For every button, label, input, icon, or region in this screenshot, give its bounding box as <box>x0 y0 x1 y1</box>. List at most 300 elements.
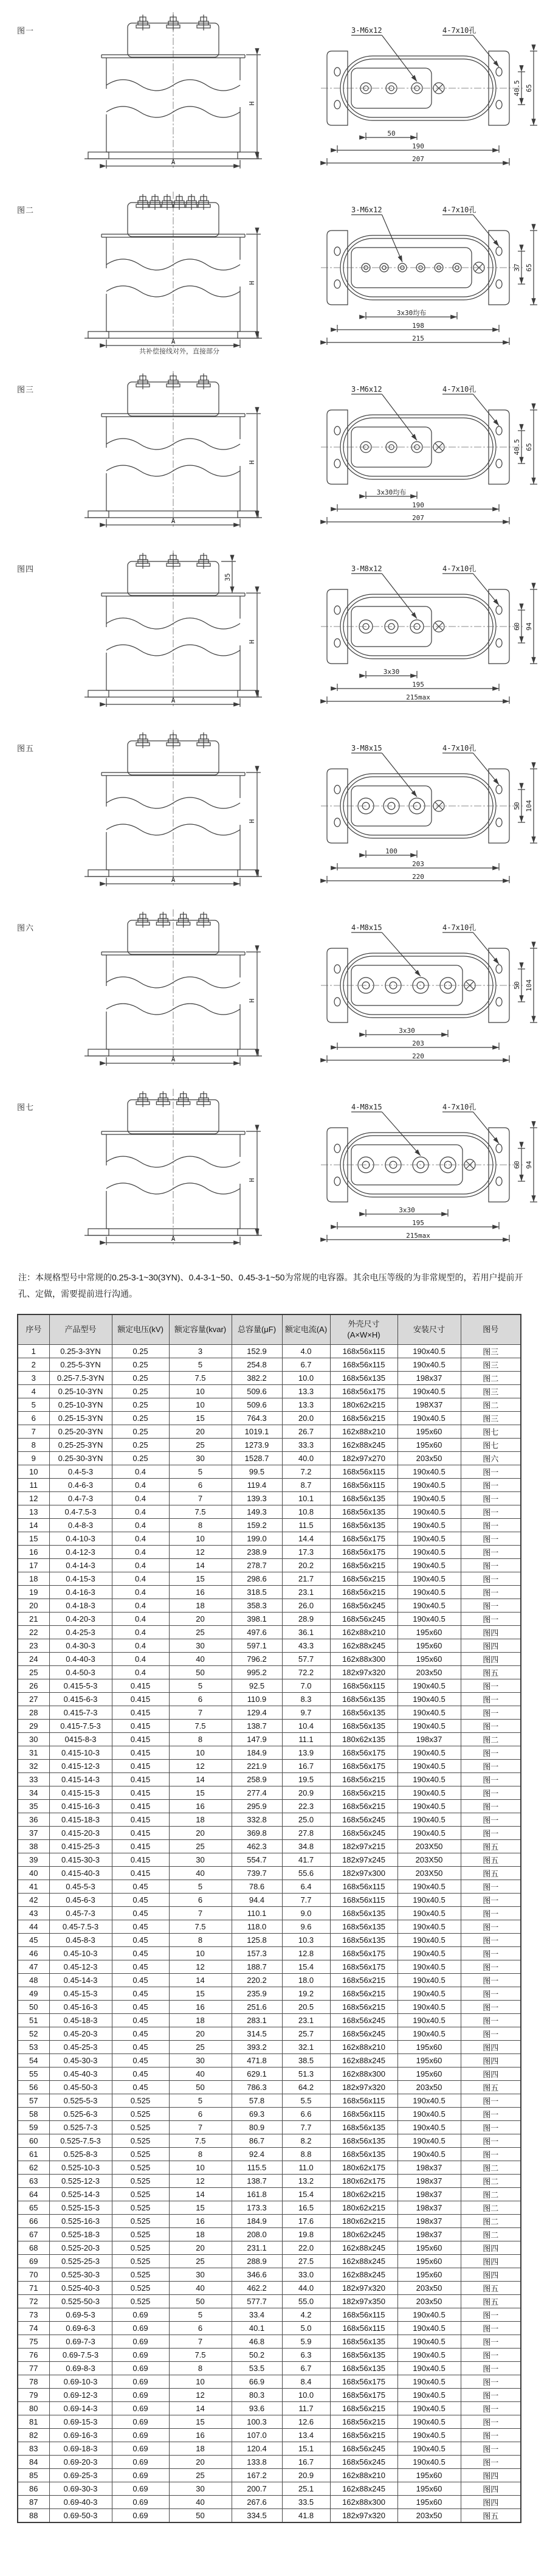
cell-voltage: 0.45 <box>112 2000 169 2013</box>
svg-text:203: 203 <box>412 860 424 868</box>
cell-model: 0.415-18-3 <box>49 1813 112 1826</box>
cell-capacitance: 629.1 <box>232 2067 282 2080</box>
cell-index: 36 <box>18 1813 49 1826</box>
cell-voltage: 0.525 <box>112 2094 169 2107</box>
cell-current: 17.3 <box>282 1545 330 1558</box>
cell-current: 20.9 <box>282 2468 330 2482</box>
cell-install-size: 198X37 <box>397 1398 461 1411</box>
cell-install-size: 195x60 <box>397 2067 461 2080</box>
cell-capacity: 16 <box>169 2214 232 2227</box>
table-row <box>18 2508 521 2522</box>
cell-figure-ref: 图四 <box>461 2268 521 2281</box>
table-row <box>18 2495 521 2508</box>
svg-text:190: 190 <box>412 142 424 150</box>
cell-figure-ref: 图七 <box>461 1438 521 1451</box>
cell-model: 0.45-18-3 <box>49 2013 112 2027</box>
cell-shell-size: 180x62x215 <box>330 2214 397 2227</box>
table-row <box>18 2294 521 2308</box>
cell-capacitance: 221.9 <box>232 1759 282 1772</box>
cell-install-size: 190x40.5 <box>397 2375 461 2388</box>
cell-shell-size: 162x88x245 <box>330 1639 397 1652</box>
cell-current: 8.2 <box>282 2134 330 2147</box>
dim-overall-width <box>327 335 509 345</box>
cell-current: 36.1 <box>282 1625 330 1639</box>
figure-caption: 共补偿接线对外，直接部分 <box>139 348 219 355</box>
cell-current: 12.6 <box>282 2415 330 2428</box>
cell-current: 6.7 <box>282 1358 330 1371</box>
table-row <box>18 1960 521 1973</box>
cell-capacity: 10 <box>169 1398 232 1411</box>
table-row <box>18 1893 521 1906</box>
cell-capacity: 5 <box>169 1358 232 1371</box>
cell-shell-size: 162x88x210 <box>330 2040 397 2054</box>
cell-install-size: 203X50 <box>397 1853 461 1866</box>
cell-current: 6.6 <box>282 2107 330 2120</box>
cell-current: 17.6 <box>282 2214 330 2227</box>
cell-voltage: 0.525 <box>112 2241 169 2254</box>
cell-install-size: 190x40.5 <box>397 1906 461 1920</box>
table-row <box>18 1438 521 1451</box>
dim-body-width: A <box>171 517 176 525</box>
mounting-hole <box>334 606 340 614</box>
terminal-stud <box>173 194 186 210</box>
cell-capacity: 10 <box>169 2375 232 2388</box>
cell-capacitance: 200.7 <box>232 2482 282 2495</box>
cell-shell-size: 168x56x245 <box>330 2027 397 2040</box>
cell-capacity: 18 <box>169 2227 232 2241</box>
cell-index: 73 <box>18 2308 49 2321</box>
cell-figure-ref: 图七 <box>461 1425 521 1438</box>
table-row <box>18 1732 521 1746</box>
cell-capacitance: 118.0 <box>232 1920 282 1933</box>
cell-voltage: 0.45 <box>112 1960 169 1973</box>
cell-index: 41 <box>18 1880 49 1893</box>
cell-voltage: 0.4 <box>112 1585 169 1599</box>
cell-install-size: 190x40.5 <box>397 1933 461 1946</box>
cell-capacity: 40 <box>169 1652 232 1665</box>
cell-capacitance: 267.6 <box>232 2495 282 2508</box>
cell-model: 0.69-30-3 <box>49 2482 112 2495</box>
cell-index: 46 <box>18 1946 49 1960</box>
table-row <box>18 1799 521 1813</box>
cell-index: 51 <box>18 2013 49 2027</box>
cell-index: 43 <box>18 1906 49 1920</box>
cell-index: 20 <box>18 1599 49 1612</box>
table-row <box>18 2161 521 2174</box>
dim-overall-width <box>327 514 509 524</box>
terminal-stud <box>197 373 210 389</box>
cell-index: 45 <box>18 1933 49 1946</box>
cell-model: 0.45-30-3 <box>49 2054 112 2067</box>
cell-shell-size: 168x56x215 <box>330 1558 397 1572</box>
cell-model: 0.4-30-3 <box>49 1639 112 1652</box>
cell-index: 38 <box>18 1839 49 1853</box>
cell-current: 64.2 <box>282 2080 330 2094</box>
cell-capacity: 7 <box>169 2335 232 2348</box>
cell-capacitance: 358.3 <box>232 1599 282 1612</box>
cell-voltage: 0.415 <box>112 1746 169 1759</box>
cell-capacitance: 167.2 <box>232 2468 282 2482</box>
cell-capacitance: 1273.9 <box>232 1438 282 1451</box>
cell-current: 7.7 <box>282 1893 330 1906</box>
table-row <box>18 2308 521 2321</box>
cell-model: 0.69-18-3 <box>49 2442 112 2455</box>
dim-terminal-pitch <box>366 1027 448 1037</box>
cell-figure-ref: 图一 <box>461 2094 521 2107</box>
cell-install-size: 190x40.5 <box>397 1920 461 1933</box>
cell-figure-ref: 图一 <box>461 2442 521 2455</box>
cell-install-size: 198x37 <box>397 2187 461 2201</box>
cell-capacitance: 462.3 <box>232 1839 282 1853</box>
cell-figure-ref: 图三 <box>461 1358 521 1371</box>
cell-index: 19 <box>18 1585 49 1599</box>
cell-current: 38.5 <box>282 2054 330 2067</box>
col-header-4: 额定容量(kvar) <box>169 1314 232 1345</box>
cell-capacitance: 92.4 <box>232 2147 282 2161</box>
cell-voltage: 0.45 <box>112 1987 169 2000</box>
cell-index: 77 <box>18 2361 49 2375</box>
cell-index: 79 <box>18 2388 49 2401</box>
cell-capacity: 5 <box>169 1679 232 1692</box>
cell-capacity: 40 <box>169 2281 232 2294</box>
cell-shell-size: 168x56x215 <box>330 1772 397 1786</box>
cell-capacity: 16 <box>169 1799 232 1813</box>
cell-index: 35 <box>18 1799 49 1813</box>
cell-model: 0.415-30-3 <box>49 1853 112 1866</box>
mounting-hole <box>496 998 502 1006</box>
cell-current: 10.0 <box>282 1371 330 1384</box>
mounting-hole <box>496 100 502 109</box>
cell-figure-ref: 图一 <box>461 1946 521 1960</box>
cell-install-size: 190x40.5 <box>397 1772 461 1786</box>
side-view-drawing <box>64 904 295 1070</box>
cell-shell-size: 182x97x320 <box>330 2080 397 2094</box>
cell-capacitance: 739.7 <box>232 1866 282 1880</box>
cell-current: 20.5 <box>282 2000 330 2013</box>
cell-shell-size: 180x62x245 <box>330 2227 397 2241</box>
cell-voltage: 0.415 <box>112 1719 169 1732</box>
cell-capacity: 7.5 <box>169 2348 232 2361</box>
cell-install-size: 190x40.5 <box>397 2147 461 2161</box>
cell-voltage: 0.525 <box>112 2107 169 2120</box>
cell-figure-ref: 图五 <box>461 2080 521 2094</box>
dim-terminal-pitch <box>366 488 417 499</box>
terminal-stud <box>136 373 150 389</box>
cell-figure-ref: 图三 <box>461 1384 521 1398</box>
cell-capacitance: 159.2 <box>232 1518 282 1532</box>
dim-overall-width <box>327 155 509 165</box>
cell-figure-ref: 图五 <box>461 2508 521 2522</box>
table-row <box>18 2107 521 2120</box>
mounting-foot <box>238 870 258 877</box>
cell-capacity: 6 <box>169 1893 232 1906</box>
cell-capacitance: 86.7 <box>232 2134 282 2147</box>
cell-current: 26.7 <box>282 1425 330 1438</box>
svg-text:50: 50 <box>387 130 396 137</box>
cell-voltage: 0.4 <box>112 1478 169 1491</box>
table-row <box>18 1639 521 1652</box>
table-row <box>18 1465 521 1478</box>
cell-install-size: 190x40.5 <box>397 2335 461 2348</box>
cell-capacity: 8 <box>169 1518 232 1532</box>
cell-figure-ref: 图四 <box>461 2054 521 2067</box>
table-row <box>18 1384 521 1398</box>
cell-install-size: 190x40.5 <box>397 1893 461 1906</box>
cell-model: 0.4-8-3 <box>49 1518 112 1532</box>
cell-shell-size: 168x56x135 <box>330 2348 397 2361</box>
cell-capacity: 20 <box>169 2241 232 2254</box>
cell-capacity: 5 <box>169 1465 232 1478</box>
cell-model: 0.4-7-3 <box>49 1491 112 1505</box>
cell-current: 14.4 <box>282 1532 330 1545</box>
cell-capacitance: 278.7 <box>232 1558 282 1572</box>
cell-figure-ref: 图一 <box>461 1933 521 1946</box>
cell-current: 10.8 <box>282 1505 330 1518</box>
cell-shell-size: 162x88x300 <box>330 2495 397 2508</box>
cell-capacitance: 231.1 <box>232 2241 282 2254</box>
cell-install-size: 195x60 <box>397 2241 461 2254</box>
cell-shell-size: 168x56x245 <box>330 2455 397 2468</box>
cell-figure-ref: 图一 <box>461 1706 521 1719</box>
cell-index: 85 <box>18 2468 49 2482</box>
cell-capacitance: 53.5 <box>232 2361 282 2375</box>
svg-text:195: 195 <box>412 681 424 689</box>
cell-index: 62 <box>18 2161 49 2174</box>
table-row <box>18 1813 521 1826</box>
cell-voltage: 0.69 <box>112 2455 169 2468</box>
cell-figure-ref: 图一 <box>461 1880 521 1893</box>
table-row <box>18 2468 521 2482</box>
cell-voltage: 0.25 <box>112 1398 169 1411</box>
cell-capacitance: 314.5 <box>232 2027 282 2040</box>
cell-model: 0.415-10-3 <box>49 1746 112 1759</box>
cell-shell-size: 168x56x135 <box>330 2120 397 2134</box>
cell-model: 0.45-7.5-3 <box>49 1920 112 1933</box>
table-row <box>18 2013 521 2027</box>
mounting-hole <box>334 247 340 255</box>
cell-install-size: 190x40.5 <box>397 1786 461 1799</box>
cell-figure-ref: 图二 <box>461 2161 521 2174</box>
cell-install-size: 190x40.5 <box>397 2027 461 2040</box>
cell-capacity: 15 <box>169 1572 232 1585</box>
cell-figure-ref: 图一 <box>461 1759 521 1772</box>
cell-capacitance: 147.9 <box>232 1732 282 1746</box>
cell-install-size: 195x60 <box>397 1639 461 1652</box>
cell-install-size: 190x40.5 <box>397 2321 461 2335</box>
cell-index: 30 <box>18 1732 49 1746</box>
cell-voltage: 0.525 <box>112 2227 169 2241</box>
cell-install-size: 195x60 <box>397 2495 461 2508</box>
cell-current: 10.0 <box>282 2388 330 2401</box>
cell-model: 0.415-7.5-3 <box>49 1719 112 1732</box>
cell-figure-ref: 图四 <box>461 2241 521 2254</box>
cell-index: 81 <box>18 2415 49 2428</box>
cell-model: 0415-8-3 <box>49 1732 112 1746</box>
cell-voltage: 0.4 <box>112 1639 169 1652</box>
cell-index: 50 <box>18 2000 49 2013</box>
mounting-hole <box>496 1144 502 1153</box>
side-view-drawing <box>64 7 295 173</box>
cell-capacitance: 93.6 <box>232 2401 282 2415</box>
cell-model: 0.25-10-3YN <box>49 1384 112 1398</box>
cell-capacitance: 152.9 <box>232 1344 282 1358</box>
cell-capacity: 30 <box>169 1853 232 1866</box>
cell-shell-size: 162x88x245 <box>330 2482 397 2495</box>
table-row <box>18 1371 521 1384</box>
top-view-drawing <box>316 198 542 350</box>
mounting-hole <box>334 639 340 647</box>
cell-figure-ref: 图二 <box>461 2201 521 2214</box>
dim-overall-height <box>525 589 537 664</box>
cell-capacitance: 33.4 <box>232 2308 282 2321</box>
mounting-hole <box>334 785 340 794</box>
figure-label: 图五 <box>17 744 35 753</box>
cell-capacity: 20 <box>169 2027 232 2040</box>
cell-figure-ref: 图一 <box>461 2000 521 2013</box>
cell-figure-ref: 图一 <box>461 1772 521 1786</box>
cell-shell-size: 182x97x350 <box>330 2294 397 2308</box>
figure-block-5 <box>0 723 547 902</box>
cell-shell-size: 168x56x115 <box>330 1344 397 1358</box>
cell-current: 11.5 <box>282 1518 330 1532</box>
dim-mounting-height <box>513 610 525 643</box>
cell-shell-size: 182x97x300 <box>330 1866 397 1880</box>
cell-capacity: 8 <box>169 1732 232 1746</box>
mounting-hole <box>334 965 340 973</box>
cell-current: 21.7 <box>282 1572 330 1585</box>
cell-index: 39 <box>18 1853 49 1866</box>
cell-shell-size: 168x56x135 <box>330 1518 397 1532</box>
dim-body-height: H <box>248 460 256 465</box>
dim-body-height: H <box>248 819 256 824</box>
cell-capacity: 10 <box>169 1746 232 1759</box>
dim-mounting-height <box>513 251 525 284</box>
cell-capacity: 18 <box>169 1599 232 1612</box>
table-row <box>18 2067 521 2080</box>
terminal-stud <box>197 1091 210 1107</box>
cell-shell-size: 180x62x175 <box>330 2174 397 2187</box>
cell-voltage: 0.525 <box>112 2281 169 2294</box>
cell-capacitance: 258.9 <box>232 1772 282 1786</box>
terminal-stud <box>177 1091 190 1107</box>
mounting-hole <box>334 818 340 827</box>
cell-current: 10.3 <box>282 1933 330 1946</box>
cell-install-size: 190x40.5 <box>397 2455 461 2468</box>
dim-body-height: H <box>248 101 256 106</box>
cell-current: 20.9 <box>282 1786 330 1799</box>
cell-install-size: 190x40.5 <box>397 2094 461 2107</box>
cell-model: 0.45-16-3 <box>49 2000 112 2013</box>
cell-capacitance: 208.0 <box>232 2227 282 2241</box>
svg-text:40.5: 40.5 <box>513 80 521 97</box>
cell-install-size: 190x40.5 <box>397 1558 461 1572</box>
cell-capacitance: 69.3 <box>232 2107 282 2120</box>
cell-voltage: 0.69 <box>112 2348 169 2361</box>
cell-capacity: 10 <box>169 2161 232 2174</box>
cell-shell-size: 168x56x115 <box>330 1358 397 1371</box>
cell-install-size: 190x40.5 <box>397 2308 461 2321</box>
table-row <box>18 2027 521 2040</box>
cell-capacity: 25 <box>169 1839 232 1853</box>
cell-index: 66 <box>18 2214 49 2227</box>
cell-model: 0.4-5-3 <box>49 1465 112 1478</box>
cell-capacity: 12 <box>169 2174 232 2187</box>
table-row <box>18 1344 521 1358</box>
cell-current: 57.7 <box>282 1652 330 1665</box>
cell-voltage: 0.415 <box>112 1759 169 1772</box>
cell-figure-ref: 图五 <box>461 2294 521 2308</box>
cell-figure-ref: 图四 <box>461 2482 521 2495</box>
outline-drawings-section <box>0 0 547 1261</box>
dim-terminal-pitch <box>366 308 457 319</box>
cell-voltage: 0.45 <box>112 2080 169 2094</box>
figure-block-7 <box>0 1081 547 1261</box>
table-row <box>18 2428 521 2442</box>
cell-capacity: 7.5 <box>169 1719 232 1732</box>
cell-current: 6.7 <box>282 2361 330 2375</box>
cell-shell-size: 162x88x210 <box>330 1425 397 1438</box>
cell-current: 33.0 <box>282 2268 330 2281</box>
cell-current: 28.9 <box>282 1612 330 1625</box>
mounting-foot <box>88 690 109 697</box>
cell-capacitance: 254.8 <box>232 1358 282 1371</box>
cell-voltage: 0.415 <box>112 1786 169 1799</box>
cell-capacity: 14 <box>169 1558 232 1572</box>
cell-index: 6 <box>18 1411 49 1425</box>
cell-index: 53 <box>18 2040 49 2054</box>
table-row <box>18 1599 521 1612</box>
cell-capacitance: 298.6 <box>232 1572 282 1585</box>
cell-model: 0.69-7-3 <box>49 2335 112 2348</box>
cell-voltage: 0.25 <box>112 1371 169 1384</box>
cell-index: 68 <box>18 2241 49 2254</box>
cell-model: 0.415-12-3 <box>49 1759 112 1772</box>
cell-model: 0.415-5-3 <box>49 1679 112 1692</box>
cell-model: 0.4-7.5-3 <box>49 1505 112 1518</box>
cell-capacity: 25 <box>169 2468 232 2482</box>
cell-install-size: 190x40.5 <box>397 1344 461 1358</box>
dim-mounting-height <box>513 790 525 822</box>
cell-voltage: 0.525 <box>112 2201 169 2214</box>
cell-figure-ref: 图四 <box>461 1639 521 1652</box>
table-row <box>18 2401 521 2415</box>
cell-figure-ref: 图一 <box>461 1505 521 1518</box>
cell-index: 63 <box>18 2174 49 2187</box>
cell-shell-size: 168x56x135 <box>330 1491 397 1505</box>
dim-overall-height <box>525 231 537 305</box>
cell-model: 0.415-15-3 <box>49 1786 112 1799</box>
col-header-5: 总容量(μF) <box>232 1314 282 1345</box>
terminal-stud <box>136 15 150 30</box>
cell-index: 47 <box>18 1960 49 1973</box>
cell-voltage: 0.69 <box>112 2375 169 2388</box>
cell-install-size: 190x40.5 <box>397 2428 461 2442</box>
cell-model: 0.45-8-3 <box>49 1933 112 1946</box>
cell-install-size: 198x37 <box>397 2214 461 2227</box>
cell-model: 0.525-7.5-3 <box>49 2134 112 2147</box>
cell-capacity: 8 <box>169 1933 232 1946</box>
cell-voltage: 0.25 <box>112 1358 169 1371</box>
cell-figure-ref: 图一 <box>461 2415 521 2428</box>
cell-voltage: 0.25 <box>112 1344 169 1358</box>
cell-figure-ref: 图一 <box>461 1906 521 1920</box>
cell-figure-ref: 图二 <box>461 1371 521 1384</box>
hole-spec-label: 4-7x10孔 <box>442 26 476 35</box>
cell-current: 19.5 <box>282 1772 330 1786</box>
dim-body-width: A <box>171 338 176 345</box>
cell-index: 7 <box>18 1425 49 1438</box>
cell-index: 12 <box>18 1491 49 1505</box>
